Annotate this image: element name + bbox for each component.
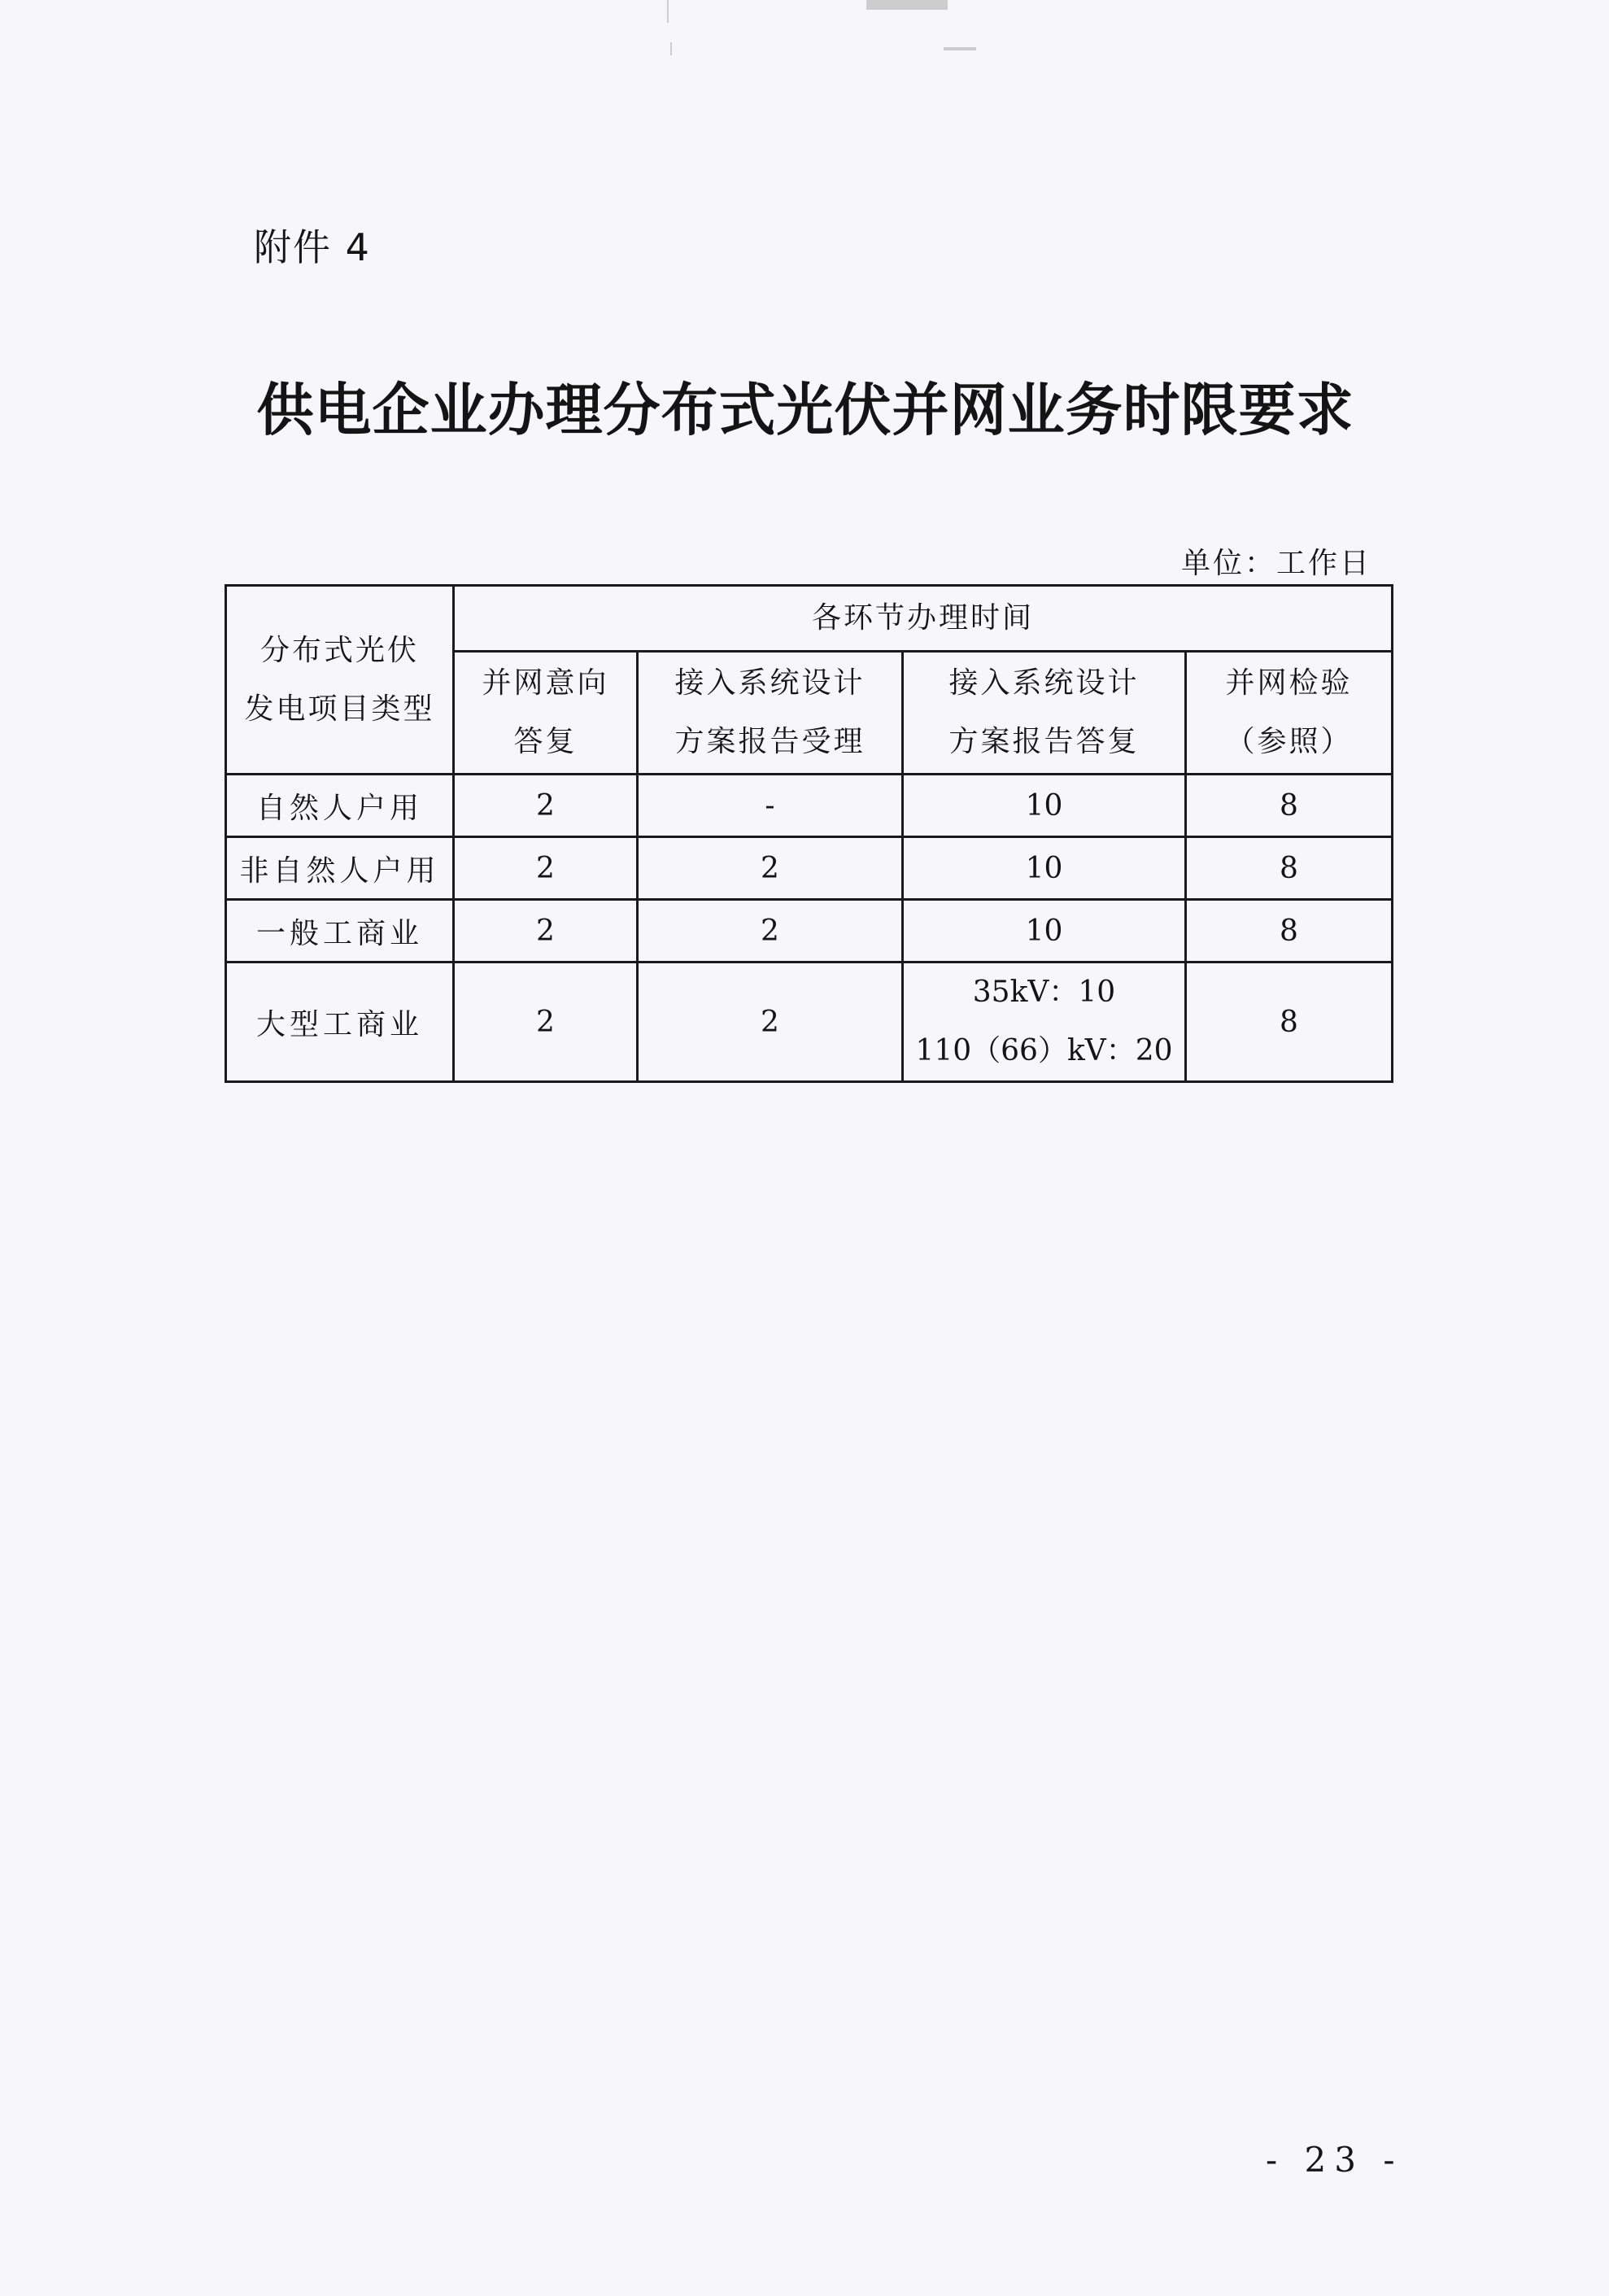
column-header-line: 接入系统设计 [948,666,1140,700]
value-cell: 2 [454,900,638,962]
stage-time-group-header: 各环节办理时间 [454,586,1393,652]
scan-mark [944,47,976,50]
unit-note: 单位：工作日 [1180,547,1371,580]
table-row [226,837,1393,900]
attachment-label: 附件 4 [254,225,371,269]
column-header-intent-reply [454,652,638,775]
value-cell: 2 [638,962,903,1082]
value-cell: 2 [454,962,638,1082]
value-cell: 2 [454,837,638,900]
voltage-line-35kv: 35kV：10 [972,976,1116,1009]
value-cell: 10 [903,900,1186,962]
column-header-grid-inspection [1186,652,1393,775]
column-header-design-acceptance [638,652,903,775]
column-header-line: 方案报告受理 [674,725,866,758]
column-header-line: 并网意向 [482,666,609,700]
scan-mark [667,0,669,23]
value-cell: 8 [1186,900,1393,962]
project-type-header-line-1: 分布式光伏 [259,633,419,667]
value-cell: 10 [903,775,1186,837]
project-type-header-line-2: 发电项目类型 [244,692,435,726]
time-limit-table-wrap [225,584,1391,1083]
value-cell: 8 [1186,775,1393,837]
scan-mark [866,0,948,10]
value-cell: 8 [1186,962,1393,1082]
project-type-cell: 大型工商业 [226,962,454,1082]
project-type-cell: 一般工商业 [226,900,454,962]
value-cell: 2 [454,775,638,837]
project-type-cell: 自然人户用 [226,775,454,837]
project-type-cell: 非自然人户用 [226,837,454,900]
document-title: 供电企业办理分布式光伏并网业务时限要求 [256,377,1354,443]
value-cell-multiline [903,962,1186,1082]
scan-mark [670,42,672,55]
column-header-line: 并网检验 [1225,666,1353,700]
table-row [226,900,1393,962]
value-cell: 8 [1186,837,1393,900]
time-limit-table [225,584,1393,1083]
column-header-design-reply [903,652,1186,775]
column-header-line: 答复 [513,725,578,758]
value-cell: 2 [638,900,903,962]
value-cell: 2 [638,837,903,900]
page-number: - 23 - [1266,2140,1403,2180]
table-row [226,962,1393,1082]
voltage-line-110kv: 110（66）kV：20 [915,1034,1173,1067]
column-header-line: 方案报告答复 [948,725,1140,758]
table-row [226,775,1393,837]
column-header-line: 接入系统设计 [674,666,866,700]
value-cell: - [638,775,903,837]
project-type-header [226,586,454,775]
header-row-1 [226,586,1393,652]
value-cell: 10 [903,837,1186,900]
column-header-line: （参照） [1225,725,1353,758]
